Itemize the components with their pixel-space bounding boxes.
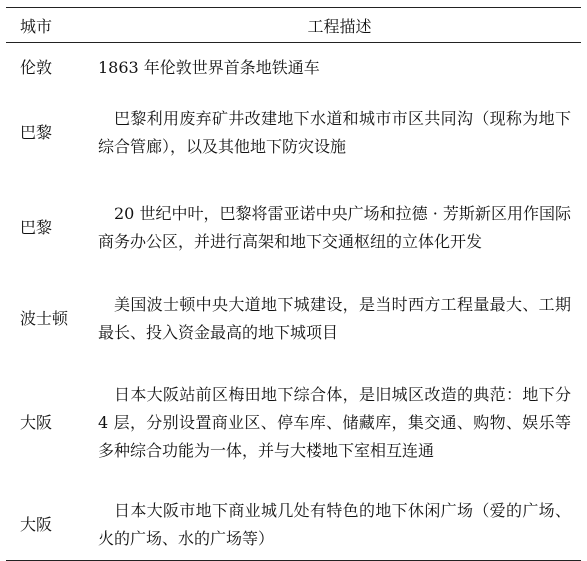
header-row — [6, 8, 581, 43]
row-description-text: 巴黎利用废弃矿井改建地下水道和城市市区共同沟（现称为地下综合管廊），以及其他地下防灾设施 — [98, 108, 571, 156]
row-description-text: 日本大阪站前区梅田地下综合体，是旧城区改造的典范：地下分 4 层，分别设置商业区、停车库、储藏库，集交通、购物、娱乐等多种综合功能为一体，并与大楼地下室相互连通 — [98, 384, 571, 460]
row-description — [98, 283, 581, 355]
row-description — [98, 93, 581, 173]
row-description — [98, 491, 581, 561]
header-city: 城市 — [20, 16, 53, 36]
table-row — [6, 355, 581, 491]
row-description-text: 1863 年伦敦世界首条地铁通车 — [98, 57, 320, 77]
table-row — [6, 43, 581, 93]
row-description-text: 美国波士顿中央大道地下城建设，是当时西方工程量最大、工期最长、投入资金最高的地下城项目 — [98, 294, 571, 342]
row-description-text: 20 世纪中叶，巴黎将雷亚诺中央广场和拉德 · 芳斯新区用作国际商务办公区，并进行高架和地下交通枢纽的立体化开发 — [98, 203, 571, 251]
row-city: 伦敦 — [20, 57, 53, 77]
table-row — [6, 173, 581, 283]
table-header — [6, 8, 581, 43]
table-row — [6, 283, 581, 355]
header-description: 工程描述 — [307, 16, 372, 36]
table-body — [6, 43, 581, 561]
row-description — [98, 355, 581, 491]
table-row — [6, 93, 581, 173]
row-city: 大阪 — [20, 412, 53, 432]
row-city: 大阪 — [20, 515, 53, 535]
table-row — [6, 491, 581, 561]
engineering-table — [6, 7, 581, 561]
row-city: 波士顿 — [20, 308, 69, 328]
row-description — [98, 43, 581, 93]
row-city: 巴黎 — [20, 122, 53, 142]
row-description-text: 日本大阪市地下商业城几处有特色的地下休闲广场（爱的广场、火的广场、水的广场等） — [98, 501, 571, 549]
row-description — [98, 173, 581, 283]
row-city: 巴黎 — [20, 217, 53, 237]
